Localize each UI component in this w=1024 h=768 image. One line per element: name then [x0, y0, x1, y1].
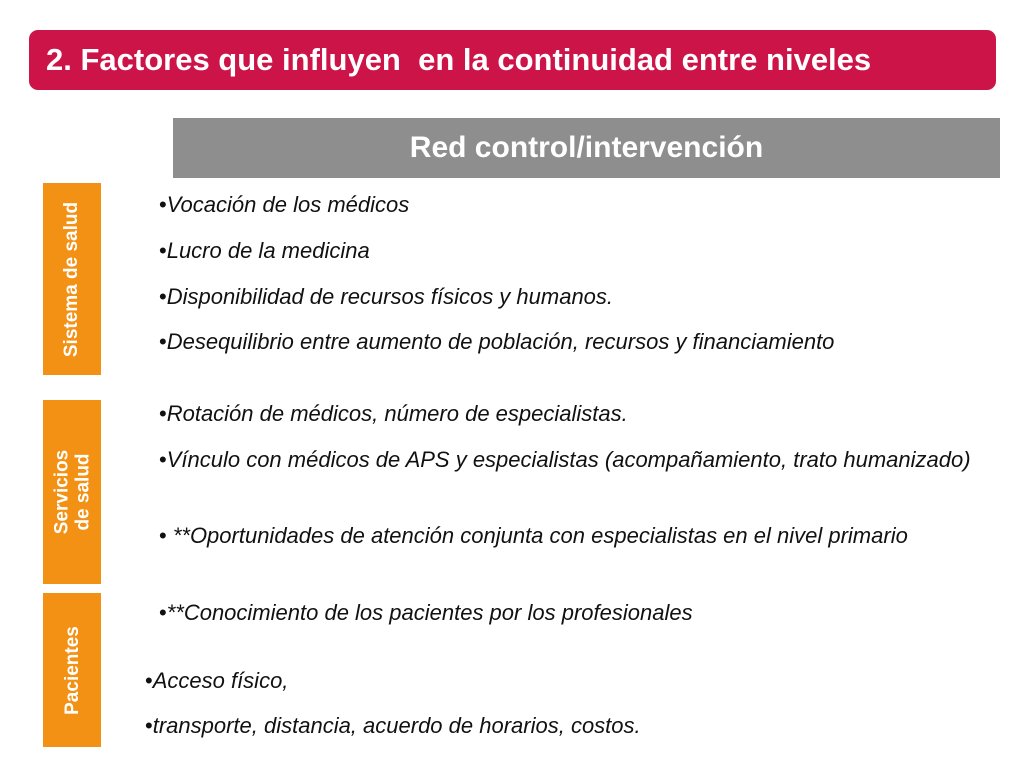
section-label: Servicios de salud	[51, 449, 93, 535]
list-item: • Desequilibrio entre aumento de población, recursos y financiamiento	[159, 327, 834, 357]
list-item: • Vocación de los médicos	[159, 190, 409, 220]
section-label: Pacientes	[61, 625, 83, 715]
list-item: • Acceso físico,	[145, 666, 288, 696]
list-item: • Rotación de médicos, número de especialistas.	[159, 399, 628, 429]
slide-title: 2. Factores que influyen en la continuidad entre niveles	[46, 42, 872, 77]
subheader-bar	[173, 118, 1000, 178]
list-item: • transporte, distancia, acuerdo de horarios, costos.	[145, 711, 641, 741]
list-item: • Disponibilidad de recursos físicos y humanos.	[159, 282, 613, 312]
list-item: • **Oportunidades de atención conjunta con especialistas en el nivel primario	[159, 521, 989, 551]
list-item: • Vínculo con médicos de APS y especialistas (acompañamiento, trato humanizado)	[159, 445, 989, 475]
list-item: • **Conocimiento de los pacientes por los profesionales	[159, 598, 693, 628]
section-tab-pacientes	[43, 593, 101, 747]
list-item: • Lucro de la medicina	[159, 236, 370, 266]
subheader-title: Red control/intervención	[409, 131, 764, 164]
section-tab-sistema-de-salud	[43, 183, 101, 375]
title-bar	[29, 30, 996, 90]
section-label: Sistema de salud	[61, 201, 83, 357]
section-tab-servicios-de-salud	[43, 400, 101, 584]
